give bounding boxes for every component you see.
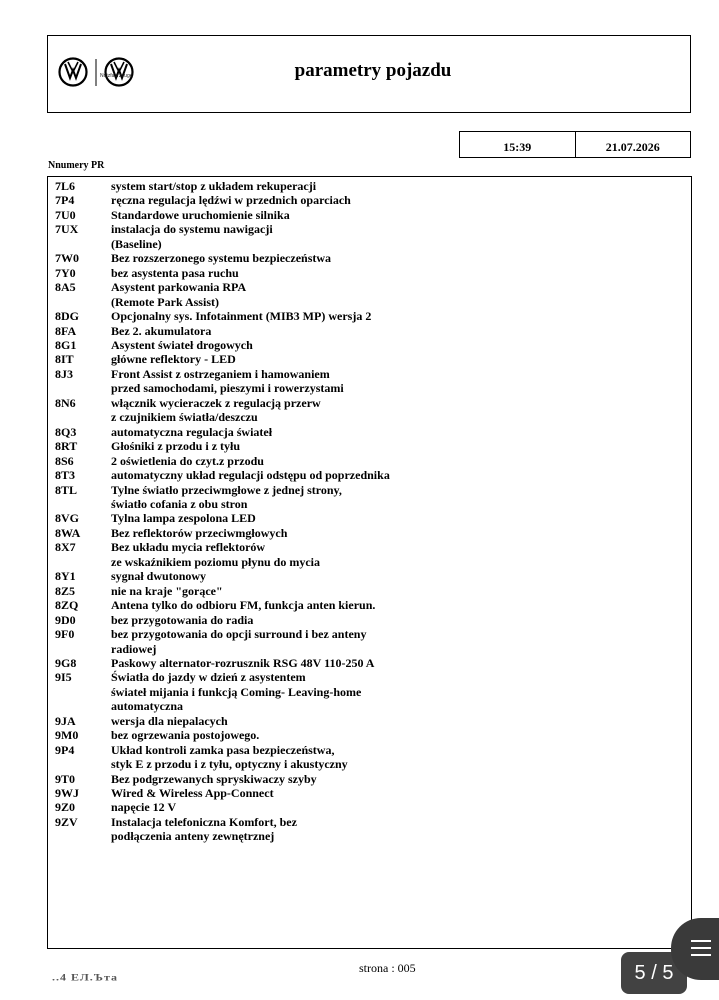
list-item — [55, 483, 683, 512]
list-item — [55, 338, 683, 352]
pr-description — [111, 540, 683, 569]
pr-code: 9JA — [55, 713, 76, 728]
pr-code: 8ZQ — [55, 598, 79, 613]
pr-code: 9Z0 — [55, 800, 76, 815]
pr-code: 8N6 — [55, 395, 76, 410]
pr-description — [111, 815, 683, 844]
pr-description — [111, 714, 683, 728]
description-line: sygnał dwutonowy — [111, 569, 207, 584]
description-line: Front Assist z ostrzeganiem i hamowaniem — [111, 366, 330, 381]
section-label: Nnumery PR — [48, 160, 105, 171]
description-line: Opcjonalny sys. Infotainment (MIB3 MP) wersja 2 — [111, 309, 372, 324]
pr-description — [111, 584, 683, 598]
pr-code: 8RT — [55, 439, 78, 454]
pr-description — [111, 627, 683, 656]
list-item — [55, 309, 683, 323]
pr-description — [111, 425, 683, 439]
pr-code: 7L6 — [55, 179, 76, 193]
pr-code: 7Y0 — [55, 265, 76, 280]
page-counter: 5 / 5 — [621, 952, 687, 994]
page-title: parametry pojazdu — [294, 60, 452, 81]
description-line: Bez rozszerzonego systemu bezpieczeństwa — [111, 251, 332, 266]
list-item — [55, 324, 683, 338]
pr-code: 7W0 — [55, 251, 79, 266]
pr-code: 8WA — [55, 525, 81, 540]
pr-description — [111, 338, 683, 352]
list-item — [55, 280, 683, 309]
pr-code: 9I5 — [55, 670, 72, 685]
pr-description — [111, 367, 683, 396]
list-item — [55, 743, 683, 772]
pr-code: 9WJ — [55, 786, 79, 801]
pr-code: 7U0 — [55, 207, 76, 222]
hamburger-menu-icon — [691, 940, 711, 961]
pr-description — [111, 193, 683, 207]
pr-description — [111, 280, 683, 309]
pr-code: 8DG — [55, 309, 79, 324]
description-line: włącznik wycieraczek z regulacją przerw — [111, 395, 321, 410]
list-item — [55, 179, 683, 193]
pr-code: 8J3 — [55, 366, 73, 381]
pr-code: 9P4 — [55, 742, 75, 757]
list-item — [55, 266, 683, 280]
pr-description — [111, 309, 683, 323]
pr-description — [111, 251, 683, 265]
list-item — [55, 772, 683, 786]
pr-description — [111, 569, 683, 583]
pr-code: 9G8 — [55, 655, 77, 670]
time-value: 15:39 — [460, 132, 576, 157]
pr-list-content — [55, 179, 683, 844]
pr-code: 9D0 — [55, 612, 76, 627]
list-item — [55, 569, 683, 583]
description-line: Asystent świateł drogowych — [111, 337, 253, 352]
description-line: Wired & Wireless App-Connect — [111, 786, 274, 801]
description-line: Tylna lampa zespolona LED — [111, 511, 256, 526]
footer-mark: ..4 ЕЛ.Ъта — [52, 971, 119, 983]
description-line: Światła do jazdy w dzień z asystentem — [111, 670, 306, 685]
pr-description — [111, 656, 683, 670]
pr-code: 9ZV — [55, 814, 78, 829]
description-line: bez przygotowania do opcji surround i bez anteny — [111, 627, 367, 642]
pr-description — [111, 468, 683, 482]
list-item — [55, 613, 683, 627]
description-line: bez ogrzewania postojowego. — [111, 728, 260, 743]
pr-code: 8X7 — [55, 540, 76, 555]
list-item — [55, 352, 683, 366]
list-item — [55, 222, 683, 251]
description-line: bez przygotowania do radia — [111, 612, 254, 627]
pr-code: 8VG — [55, 511, 79, 526]
list-item — [55, 425, 683, 439]
page-number: strona : 005 — [359, 961, 416, 975]
pr-code: 8G1 — [55, 337, 77, 352]
description-line: Paskowy alternator-rozrusznik RSG 48V 110-250 A — [111, 655, 375, 670]
description-line: ręczna regulacja lędźwi w przednich oparciach — [111, 193, 351, 208]
list-item — [55, 714, 683, 728]
list-item — [55, 367, 683, 396]
description-line: Bez reflektorów przeciwmgłowych — [111, 525, 288, 540]
description-line: Głośniki z przodu i z tyłu — [111, 439, 241, 454]
pr-description — [111, 670, 683, 713]
description-line: automatyczna regulacja świateł — [111, 424, 273, 439]
list-item — [55, 511, 683, 525]
logo-subtitle: Nutzfahrzeuge — [100, 73, 133, 79]
pr-description — [111, 483, 683, 512]
list-item — [55, 598, 683, 612]
pr-description — [111, 598, 683, 612]
pr-description — [111, 728, 683, 742]
pr-code: 9M0 — [55, 728, 79, 743]
pr-code: 8T3 — [55, 468, 76, 483]
description-line: automatyczna — [111, 699, 183, 714]
description-line: Bez podgrzewanych spryskiwaczy szyby — [111, 771, 317, 786]
pr-code: 8FA — [55, 323, 77, 338]
description-line: Standardowe uruchomienie silnika — [111, 207, 290, 222]
pr-code: 8Z5 — [55, 583, 76, 598]
pr-description — [111, 743, 683, 772]
list-item — [55, 584, 683, 598]
pr-description — [111, 179, 683, 193]
description-line: główne reflektory - LED — [111, 352, 236, 367]
list-item — [55, 670, 683, 713]
pr-description — [111, 772, 683, 786]
pr-code: 9F0 — [55, 627, 75, 642]
pr-description — [111, 324, 683, 338]
list-item — [55, 627, 683, 656]
description-line: świateł mijania i funkcją Coming- Leaving-home — [111, 684, 362, 699]
description-line: bez asystenta pasa ruchu — [111, 265, 239, 280]
description-line: 2 oświetlenia do czyt.z przodu — [111, 453, 264, 468]
pr-code: 8S6 — [55, 453, 74, 468]
description-line: Bez układu mycia reflektorów — [111, 540, 266, 555]
pr-description — [111, 800, 683, 814]
description-line: wersja dla niepalacych — [111, 713, 228, 728]
description-line: Układ kontroli zamka pasa bezpieczeństwa, — [111, 742, 335, 757]
description-line: (Baseline) — [111, 236, 162, 251]
description-line: Instalacja telefoniczna Komfort, bez — [111, 814, 297, 829]
list-item — [55, 396, 683, 425]
list-item — [55, 193, 683, 207]
pr-description — [111, 439, 683, 453]
pr-code: 8Q3 — [55, 424, 77, 439]
description-line: przed samochodami, pieszymi i rowerzystami — [111, 381, 344, 396]
description-line: napęcie 12 V — [111, 800, 177, 815]
list-item — [55, 526, 683, 540]
list-item — [55, 468, 683, 482]
description-line: Asystent parkowania RPA — [111, 280, 247, 295]
date-value: 21.07.2026 — [605, 140, 660, 154]
pr-code: 8IT — [55, 352, 74, 367]
pr-code: 8A5 — [55, 280, 76, 295]
description-line: instalacja do systemu nawigacji — [111, 222, 273, 237]
description-line: Tylne światło przeciwmgłowe z jednej strony, — [111, 482, 342, 497]
list-item — [55, 208, 683, 222]
description-line: z czujnikiem światła/deszczu — [111, 410, 258, 425]
description-line: podłączenia anteny zewnętrznej — [111, 829, 275, 844]
list-item — [55, 815, 683, 844]
pr-description — [111, 454, 683, 468]
pr-description — [111, 396, 683, 425]
document-header — [47, 35, 691, 113]
list-item — [55, 454, 683, 468]
datetime-box — [459, 131, 691, 158]
pr-code: 7UX — [55, 222, 79, 237]
pr-description — [111, 208, 683, 222]
pr-code: 8TL — [55, 482, 78, 497]
pr-description — [111, 222, 683, 251]
description-line: automatyczny układ regulacji odstępu od poprzednika — [111, 468, 390, 483]
list-item — [55, 728, 683, 742]
list-item — [55, 540, 683, 569]
list-item — [55, 800, 683, 814]
description-line: radiowej — [111, 641, 157, 656]
pr-numbers-list — [47, 176, 692, 949]
pr-description — [111, 511, 683, 525]
description-line: nie na kraje "gorące" — [111, 583, 223, 598]
description-line: system start/stop z układem rekuperacji — [111, 179, 317, 193]
pr-description — [111, 266, 683, 280]
pr-description — [111, 526, 683, 540]
pr-code: 9T0 — [55, 771, 76, 786]
description-line: Bez 2. akumulatora — [111, 323, 212, 338]
description-line: światło cofania z obu stron — [111, 496, 248, 511]
list-item — [55, 786, 683, 800]
pr-description — [111, 352, 683, 366]
list-item — [55, 251, 683, 265]
list-item — [55, 439, 683, 453]
pr-code: 7P4 — [55, 193, 75, 208]
description-line: (Remote Park Assist) — [111, 294, 219, 309]
description-line: Antena tylko do odbioru FM, funkcja anten kierun. — [111, 598, 376, 613]
description-line: ze wskaźnikiem poziomu płynu do mycia — [111, 554, 321, 569]
pr-code: 8Y1 — [55, 569, 76, 584]
pr-description — [111, 613, 683, 627]
list-item — [55, 656, 683, 670]
description-line: styk E z przodu i z tyłu, optyczny i akustyczny — [111, 757, 348, 772]
pr-description — [111, 786, 683, 800]
